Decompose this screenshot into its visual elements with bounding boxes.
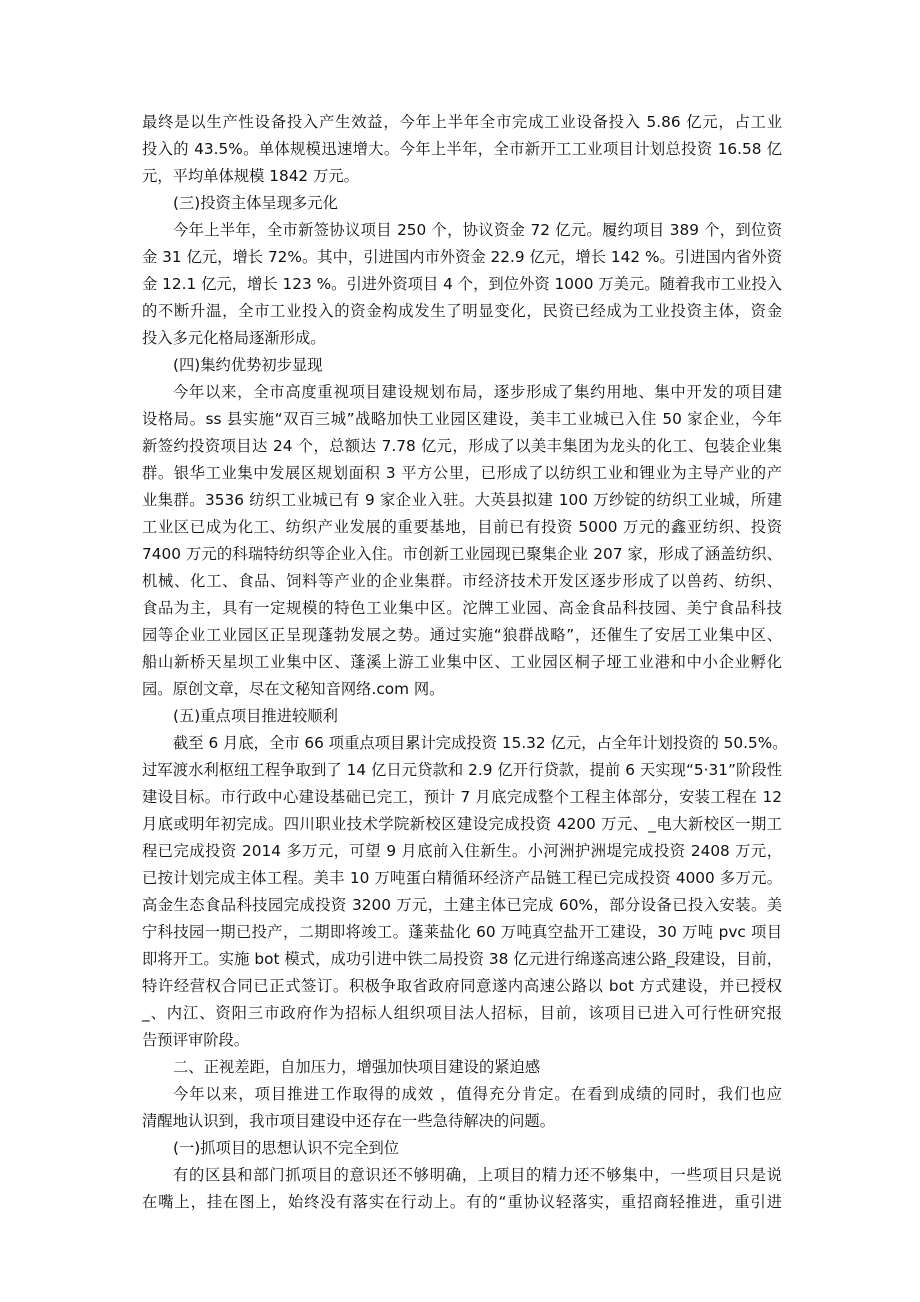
text-line: 今年上半年，全市新签协议项目 250 个，协议资金 72 亿元。履约项目 389 个，到位资: [173, 221, 782, 239]
section-heading: (四)集约优势初步显现: [173, 356, 323, 374]
text-line: _、内江、资阳三市政府作为招标人组织项目法人招标，目前，该项目已进入可行性研究报: [142, 1004, 782, 1022]
text-line: 高金生态食品科技园完成投资 3200 万元，土建主体已完成 60%，部分设备已投入安装。美: [142, 896, 782, 914]
text-line: 的不断升温，全市工业投入的资金构成发生了明显变化，民资已经成为工业投资主体，资金: [142, 302, 782, 320]
text-line: 工业区已成为化工、纺织产业发展的重要基地，目前已有投资 5000 万元的鑫亚纺织、投资: [142, 518, 782, 536]
text-line: 在嘴上，挂在图上，始终没有落实在行动上。有的“重协议轻落实，重招商轻推进，重引进: [142, 1193, 782, 1211]
text-line: 即将开工。实施 bot 模式，成功引进中铁二局投资 38 亿元进行绵遂高速公路_段建设，目前，: [142, 950, 782, 968]
text-line: 截至 6 月底，全市 66 项重点项目累计完成投资 15.32 亿元，占全年计划投资的 50.5%。: [173, 734, 788, 752]
text-line: 投入的 43.5%。单体规模迅速增大。今年上半年，全市新开工工业项目计划总投资 16.58 亿: [142, 140, 782, 158]
text-line: 程已完成投资 2014 多万元，可望 9 月底前入住新生。小河洲护洲堤完成投资 2408 万元，: [142, 842, 782, 860]
text-line: 元，平均单体规模 1842 万元。: [142, 167, 359, 185]
text-line: 金 31 亿元，增长 72%。其中，引进国内市外资金 22.9 亿元，增长 142 %。引进国内省外资: [142, 248, 782, 266]
text-line: 最终是以生产性设备投入产生效益，今年上半年全市完成工业设备投入 5.86 亿元，占工业: [142, 113, 782, 131]
text-line: 设格局。ss 县实施“双百三城”战略加快工业园区建设，美丰工业城已入住 50 家企业，今年: [142, 410, 782, 428]
text-line: 机械、化工、食品、饲料等产业的企业集群。市经济技术开发区逐步形成了以兽药、纺织、: [142, 572, 782, 590]
text-line: 群。银华工业集中发展区规划面积 3 平方公里，已形成了以纺织工业和锂业为主导产业的产: [142, 464, 782, 482]
text-line: 今年以来，项目推进工作取得的成效 ，值得充分肯定。在看到成绩的同时，我们也应: [173, 1085, 782, 1103]
text-line: 清醒地认识到，我市项目建设中还存在一些急待解决的问题。: [142, 1112, 556, 1130]
text-line: 金 12.1 亿元，增长 123 %。引进外资项目 4 个，到位外资 1000 万美元。随着我市工业投入: [142, 275, 782, 293]
text-line: 投入多元化格局逐渐形成。: [142, 329, 326, 347]
document-body: [142, 109, 788, 1216]
section-heading: (五)重点项目推进较顺利: [173, 707, 338, 725]
text-line: 特许经营权合同已正式签订。积极争取省政府同意遂内高速公路以 bot 方式建设，并已授权: [142, 977, 782, 995]
text-line: 月底或明年初完成。四川职业技术学院新校区建设完成投资 4200 万元、_电大新校区一期工: [142, 815, 782, 833]
text-line: 宁科技园一期已投产，二期即将竣工。蓬莱盐化 60 万吨真空盐开工建设，30 万吨 pvc 项目: [142, 923, 782, 941]
text-line: 船山新桥天星坝工业集中区、蓬溪上游工业集中区、工业园区桐子垭工业港和中小企业孵化: [142, 653, 782, 671]
text-line: 已按计划完成主体工程。美丰 10 万吨蛋白精循环经济产品链工程已完成投资 4000 多万元。: [142, 869, 782, 887]
section-heading: (三)投资主体呈现多元化: [173, 194, 338, 212]
section-heading: (一)抓项目的思想认识不完全到位: [173, 1139, 400, 1157]
text-line: 园等企业工业园区正呈现蓬勃发展之势。通过实施“狼群战略”，还催生了安居工业集中区、: [142, 626, 782, 644]
text-line: 告预评审阶段。: [142, 1031, 250, 1049]
text-line: 园。原创文章，尽在文秘知音网络.com 网。: [142, 680, 445, 698]
text-line: 食品为主，具有一定规模的特色工业集中区。沱牌工业园、高金食品科技园、美宁食品科技: [142, 599, 782, 617]
text-line: 7400 万元的科瑞特纺织等企业入住。市创新工业园现已聚集企业 207 家，形成了涵盖纺织、: [142, 545, 782, 563]
text-line: 今年以来，全市高度重视项目建设规划布局，逐步形成了集约用地、集中开发的项目建: [173, 383, 782, 401]
text-line: 建设目标。市行政中心建设基础已完工，预计 7 月底完成整个工程主体部分，安装工程在 12: [142, 788, 782, 806]
text-line: 新签约投资项目达 24 个，总额达 7.78 亿元，形成了以美丰集团为龙头的化工、包装企业集: [142, 437, 782, 455]
section-heading: 二、正视差距，自加压力，增强加快项目建设的紧迫感: [173, 1058, 541, 1076]
text-line: 有的区县和部门抓项目的意识还不够明确，上项目的精力还不够集中，一些项目只是说: [173, 1166, 782, 1184]
text-line: 业集群。3536 纺织工业城已有 9 家企业入驻。大英县拟建 100 万纱锭的纺织工业城，所建: [142, 491, 782, 509]
text-line: 过军渡水利枢纽工程争取到了 14 亿日元贷款和 2.9 亿开行贷款，提前 6 天实现“5·31”阶段性: [142, 761, 782, 779]
